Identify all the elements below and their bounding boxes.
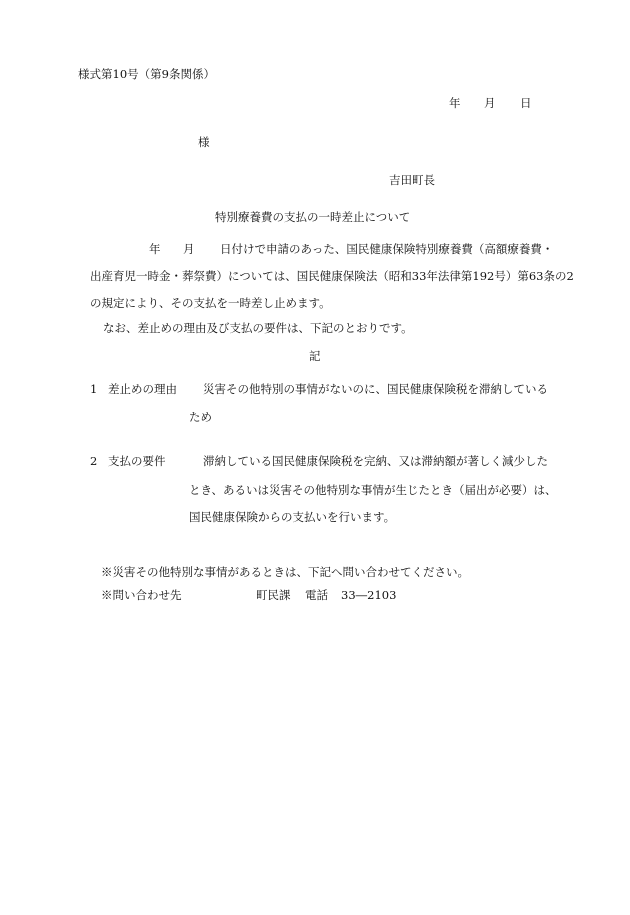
contact-department: 町民課 <box>256 588 291 602</box>
body-line3: の規定により、その支払を一時差し止めます。 <box>90 296 331 310</box>
contact-label: ※問い合わせ先 <box>101 588 182 602</box>
item-line: 災害その他特別の事情がないのに、国民健康保険税を滞納している <box>203 382 548 396</box>
item-number: 2 <box>90 454 98 468</box>
body-year: 年 <box>149 242 161 256</box>
date-day: 日 <box>520 96 532 110</box>
item-number: 1 <box>90 382 98 396</box>
document-title: 特別療養費の支払の一時差止について <box>215 210 411 224</box>
body-line4: なお、差止めの理由及び支払の要件は、下記のとおりです。 <box>103 321 413 335</box>
item-label: 差止めの理由 <box>108 382 177 396</box>
addressee-suffix: 様 <box>198 135 210 149</box>
note-special-circumstances: ※災害その他特別な事情があるときは、下記へ問い合わせてください。 <box>101 565 469 579</box>
item-line: ため <box>189 410 212 424</box>
contact-phone-label: 電話 <box>305 588 328 602</box>
date-month: 月 <box>484 96 496 110</box>
item-line: 国民健康保険からの支払いを行います。 <box>189 510 396 524</box>
body-line2: 出産育児一時金・葬祭費）については、国民健康保険法（昭和33年法律第192号）第63条の2 <box>90 269 574 283</box>
body-month: 月 <box>183 242 195 256</box>
contact-phone-number: 33―2103 <box>341 588 397 602</box>
issuer: 吉田町長 <box>389 173 435 187</box>
item-line: とき、あるいは災害その他特別な事情が生じたとき（届出が必要）は、 <box>189 483 557 497</box>
form-number: 様式第10号（第9条関係） <box>78 67 215 81</box>
body-line1: 日付けで申請のあった、国民健康保険特別療養費（高額療養費・ <box>220 242 554 256</box>
item-label: 支払の要件 <box>108 454 166 468</box>
ki-heading: 記 <box>309 349 321 363</box>
item-line: 滞納している国民健康保険税を完納、又は滞納額が著しく減少した <box>203 454 548 468</box>
date-year: 年 <box>449 96 461 110</box>
